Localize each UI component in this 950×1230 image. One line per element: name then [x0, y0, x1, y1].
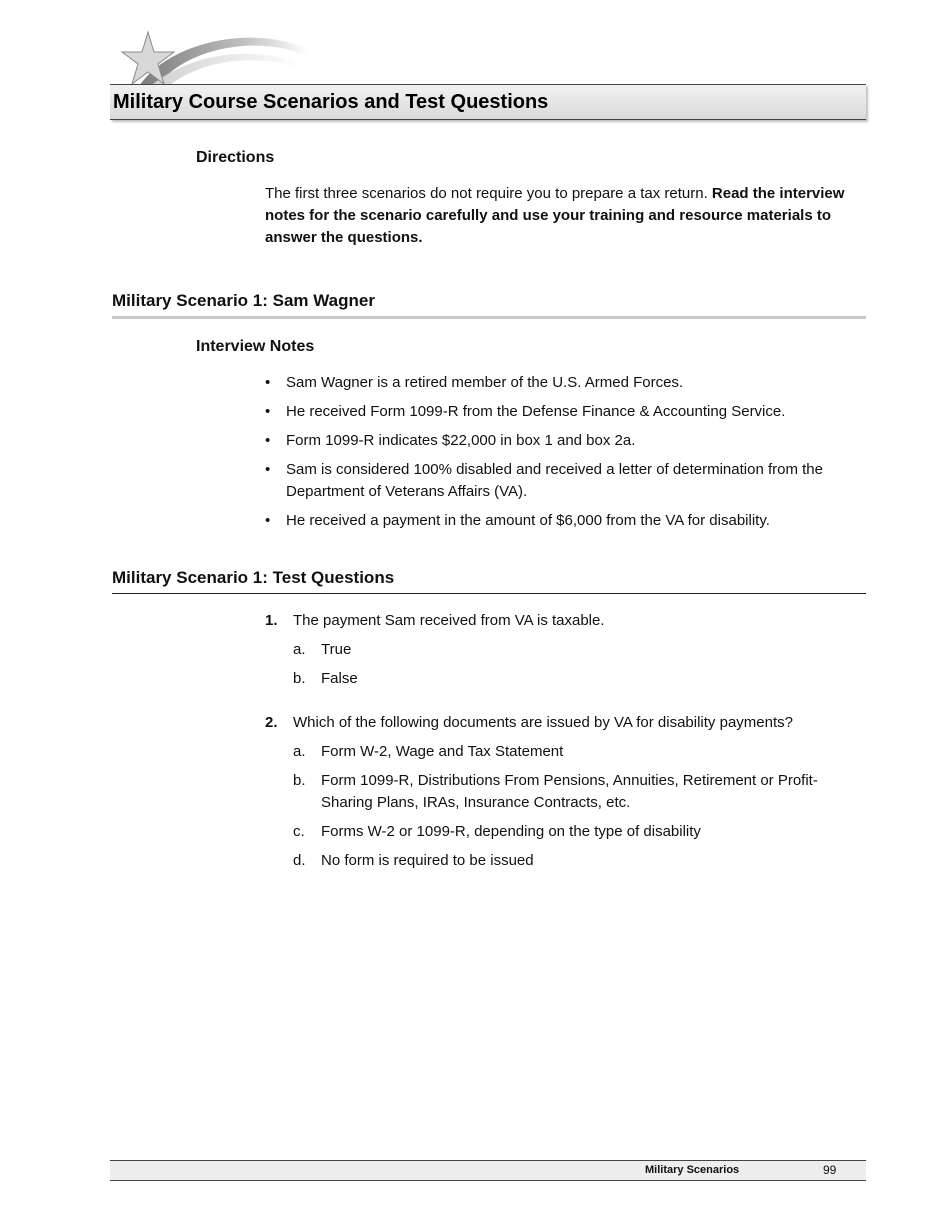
note-text: He received Form 1099-R from the Defense Finance & Accounting Service.	[286, 403, 786, 420]
list-item	[265, 459, 865, 503]
choice-letter: d.	[293, 852, 306, 869]
footer-section-name: Military Scenarios	[645, 1164, 740, 1176]
question-2-text: Which of the following documents are issued by VA for disability payments?	[293, 714, 793, 731]
choice-letter: a.	[293, 743, 306, 760]
list-item	[265, 401, 865, 423]
choice-text: Form W-2, Wage and Tax Statement	[321, 743, 564, 760]
list-item	[265, 430, 865, 452]
page-title-band	[110, 84, 866, 120]
answer-choice	[293, 668, 865, 690]
choice-text: Form 1099-R, Distributions From Pensions, Annuities, Retirement or Profit-Sharing Plans, IRAs, Insurance Contracts, etc.	[321, 772, 818, 811]
question-1-number: 1.	[265, 612, 278, 629]
answer-choice	[293, 850, 835, 872]
directions-text	[265, 183, 867, 249]
answer-choice	[293, 639, 865, 661]
question-1	[265, 610, 865, 697]
answer-choice	[293, 821, 835, 843]
question-2-prompt	[265, 712, 865, 734]
list-item	[265, 372, 865, 394]
bullet-icon: •	[265, 403, 271, 420]
answer-choice	[293, 770, 835, 814]
question-1-choices	[265, 639, 865, 690]
choice-letter: a.	[293, 641, 306, 658]
question-2-choices	[265, 741, 865, 872]
directions-text-bold: Read the interview notes for the scenario carefully and use your training and resource materials to answer the questions.	[265, 185, 845, 246]
bullet-icon: •	[265, 512, 271, 529]
interview-notes-list	[265, 372, 865, 539]
question-2-number: 2.	[265, 714, 278, 731]
test-questions-heading: Military Scenario 1: Test Questions	[112, 568, 866, 594]
page-number: 99	[823, 1163, 837, 1177]
directions-text-plain: The first three scenarios do not require you to prepare a tax return.	[265, 185, 712, 202]
bullet-icon: •	[265, 461, 271, 478]
bullet-icon: •	[265, 374, 271, 391]
choice-letter: b.	[293, 670, 306, 687]
question-1-prompt	[265, 610, 865, 632]
choice-text: No form is required to be issued	[321, 852, 534, 869]
scenario-heading: Military Scenario 1: Sam Wagner	[112, 291, 866, 319]
star-swoosh-logo-icon	[108, 30, 313, 88]
note-text: Sam is considered 100% disabled and received a letter of determination from the Department of Veterans Affairs (VA).	[286, 461, 823, 500]
choice-text: False	[321, 670, 358, 687]
page-footer	[110, 1160, 866, 1181]
page-title: Military Course Scenarios and Test Questions	[113, 91, 549, 113]
choice-letter: c.	[293, 823, 305, 840]
choice-text: Forms W-2 or 1099-R, depending on the type of disability	[321, 823, 701, 840]
answer-choice	[293, 741, 835, 763]
question-1-text: The payment Sam received from VA is taxable.	[293, 612, 605, 629]
note-text: Sam Wagner is a retired member of the U.S. Armed Forces.	[286, 374, 684, 391]
choice-letter: b.	[293, 772, 306, 789]
bullet-icon: •	[265, 432, 271, 449]
interview-notes-heading: Interview Notes	[196, 338, 315, 355]
choice-text: True	[321, 641, 352, 658]
question-2	[265, 712, 865, 879]
directions-heading: Directions	[196, 149, 275, 166]
note-text: He received a payment in the amount of $6,000 from the VA for disability.	[286, 512, 770, 529]
note-text: Form 1099-R indicates $22,000 in box 1 and box 2a.	[286, 432, 636, 449]
list-item	[265, 510, 865, 532]
